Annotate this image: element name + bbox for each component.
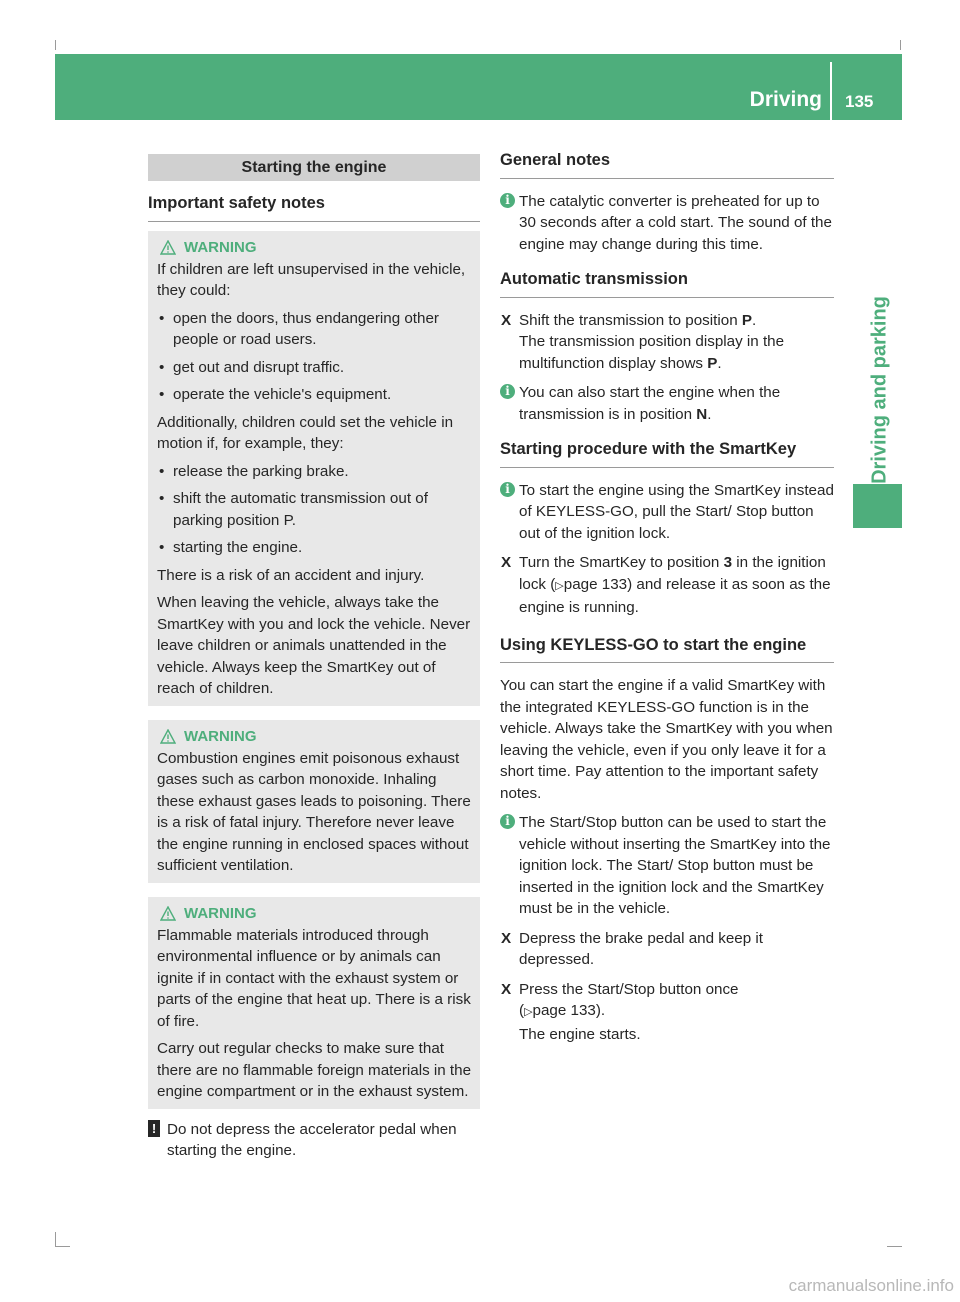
step-text: Depress the brake pedal and keep it depressed. [519,929,764,968]
crop-mark [55,1246,70,1247]
warning-box [148,897,480,1109]
info-text: To start the engine using the SmartKey instead of KEYLESS-GO, pull the Start/ Stop button out of the ignition lock. [519,481,834,542]
list-item: • open the doors, thus endangering other people or road users. [157,308,472,351]
step-marker-icon: X [501,980,512,998]
page-reference-icon: ▷ [555,579,564,592]
left-column [148,154,480,1162]
warning-triangle-icon [160,906,176,921]
warning-label: WARNING [184,238,257,256]
instruction-step [500,310,834,375]
info-icon: i [500,384,515,399]
warning-triangle-icon [160,729,176,744]
right-column [500,150,834,1053]
warning-label: WARNING [184,904,257,922]
body-paragraph: You can start the engine if a valid SmartKey with the integrated KEYLESS-GO function is in the vehicle. Always take the SmartKey with you when leaving the vehicle, even if you only leave it for a short time. Pay attention to the important safety notes. [500,677,833,802]
section-heading: General notes [500,150,834,179]
step-text: Turn the SmartKey to position [519,554,720,571]
section-heading: Automatic transmission [500,269,834,298]
key-position: 3 [723,554,733,571]
gear-position: P [707,354,718,372]
info-text: The catalytic converter is preheated for up to 30 seconds after a cold start. The sound of the engine may change during this time. [519,192,832,253]
punctuation: . [707,405,712,423]
warning-title [160,903,472,925]
info-note [500,812,834,920]
warning-text: Carry out regular checks to make sure that there are no flammable foreign materials in the engine compartment or in the exhaust system. [157,1040,472,1100]
gear-position: P [741,311,753,329]
warning-text: Flammable materials introduced through environmental influence or by animals can ignite if in contact with the exhaust system or parts of the engine that heat up. There is a risk of fire. [157,926,471,1030]
caution-note [148,1119,480,1162]
header-divider [830,62,832,120]
info-note [500,480,834,545]
section-heading: Important safety notes [148,193,480,222]
gear-position: N [696,405,708,423]
crop-mark [887,1246,902,1247]
side-tab-label: Driving and parking [868,296,891,484]
list-item: • starting the engine. [157,537,472,559]
page-reference-icon: ▷ [524,1006,533,1018]
warning-triangle-icon [160,240,176,255]
crop-mark [55,40,56,50]
watermark: carmanualsonline.info [788,1276,954,1295]
info-text: You can also start the engine when the transmission is in position [519,384,781,423]
warning-text: There is a risk of an accident and injury. [157,566,425,584]
exclamation-icon: ! [148,1120,160,1137]
step-marker-icon: X [501,929,512,947]
info-text: The Start/Stop button can be used to start the vehicle without inserting the SmartKey into the ignition lock. The Start/ Stop button must be inserted in the ignition lock and the SmartKey must be in the vehicle. [519,814,831,917]
warning-text: Additionally, children could set the vehicle in motion if, for example, they: [157,413,454,452]
page-header [55,54,902,120]
warning-title [160,237,472,259]
step-text: in the ignition lock ( [519,554,826,593]
section-bar: Starting the engine [148,154,480,181]
list-item: • operate the vehicle's equipment. [157,384,472,406]
warning-text: If children are left unsupervised in the vehicle, they could: [157,260,466,299]
crop-mark [900,40,901,50]
page-reference-link[interactable]: page 133) and release it as soon as the engine is running. [519,575,831,616]
page-number: 135 [845,92,874,111]
section-heading: Using KEYLESS-GO to start the engine [500,635,834,664]
warning-text: Combustion engines emit poisonous exhaust gases such as carbon monoxide. Inhaling these exhaust gases leads to poisoning. There is a risk of fatal injury. Therefore never leave the engine running in enclosed spaces without sufficient ventilation. [157,749,471,874]
warning-title [160,726,472,748]
instruction-step: X Press the Start/Stop button once (▷page 133). The engine starts. [501,980,739,1043]
info-icon: i [500,482,515,497]
page-reference-link[interactable]: page 133). [532,1002,606,1019]
instruction-step [500,552,834,619]
punctuation: . [752,311,757,329]
list-item: • get out and disrupt traffic. [157,357,472,379]
crop-mark [55,1232,56,1247]
step-result: The transmission position display in the multifunction display shows [519,333,785,372]
punctuation: . [717,354,722,372]
step-result: The engine starts. [519,1025,641,1043]
step-text: Press the Start/Stop button once [519,980,739,998]
section-heading: Starting procedure with the SmartKey [500,439,834,468]
list-item: • shift the automatic transmission out of parking position P. [157,488,472,531]
side-tab-marker [853,484,902,528]
step-marker-icon: X [501,311,512,329]
info-note [500,382,834,425]
step-text: Shift the transmission to position [519,311,738,329]
warning-text: When leaving the vehicle, always take the SmartKey with you and lock the vehicle. Never leave children or animals unattended in the vehicle. Always keep the SmartKey out of reach of children. [157,594,471,697]
warning-box [148,231,480,706]
info-icon: i [500,814,515,829]
info-note [500,191,834,256]
caution-text: Do not depress the accelerator pedal when starting the engine. [167,1120,457,1159]
chapter-title: Driving [749,88,822,111]
instruction-step [500,928,834,971]
step-marker-icon: X [501,554,512,571]
info-icon: i [500,193,515,208]
warning-box [148,720,480,883]
warning-label: WARNING [184,727,257,745]
list-item: • release the parking brake. [157,461,472,483]
